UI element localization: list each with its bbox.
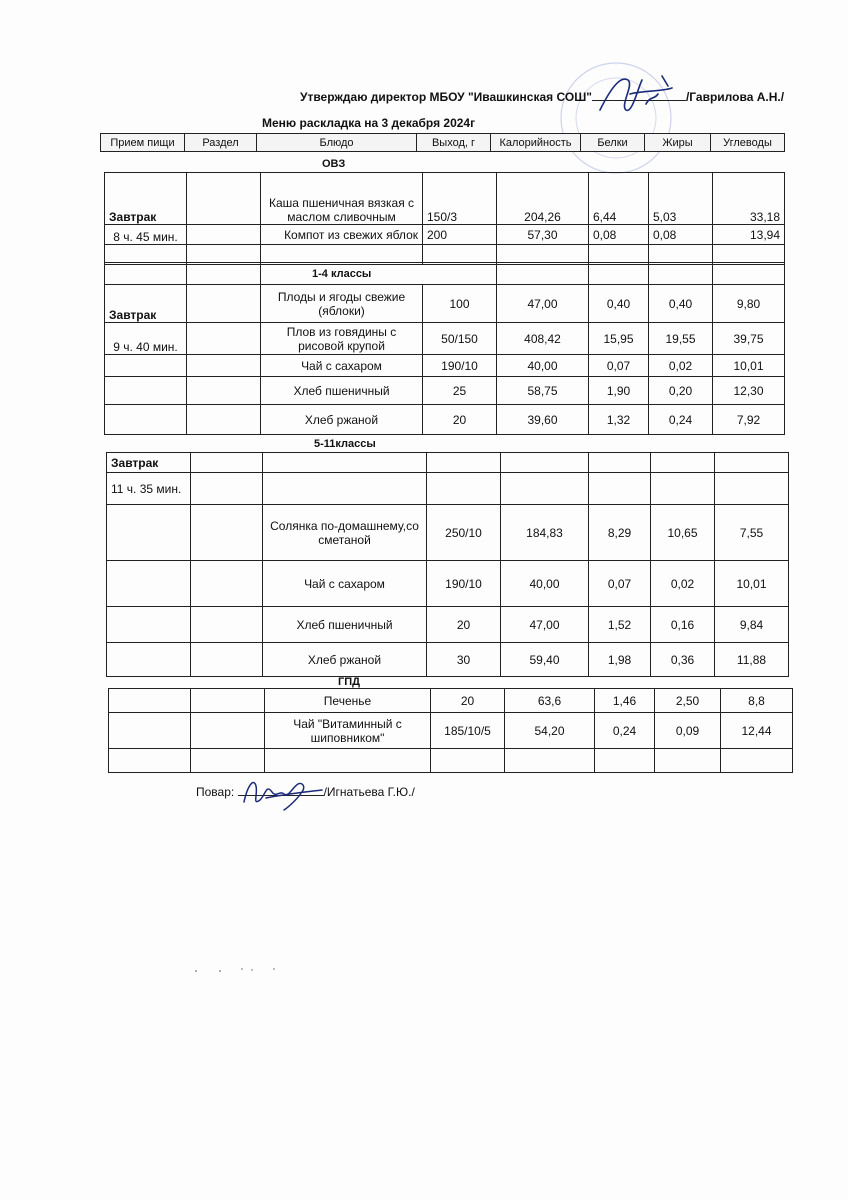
dish-name: Чай "Витаминный с шиповником"	[265, 713, 431, 749]
meal-time: 9 ч. 40 мин.	[105, 323, 187, 355]
col-meal: Прием пищи	[101, 134, 185, 152]
dish-protein: 0,07	[589, 561, 651, 607]
dish-kcal: 39,60	[497, 405, 589, 435]
cook-name: /Игнатьева Г.Ю./	[323, 785, 415, 799]
dish-fat: 19,55	[649, 323, 713, 355]
table-ovz	[104, 172, 785, 265]
dish-carbs: 33,18	[713, 173, 785, 225]
table-row	[109, 713, 793, 749]
table-gpd	[108, 688, 793, 773]
col-kcal: Калорийность	[491, 134, 581, 152]
section-cell	[191, 607, 263, 643]
dish-carbs: 12,30	[713, 377, 785, 405]
col-section: Раздел	[185, 134, 257, 152]
dish-name: Печенье	[265, 689, 431, 713]
dish-weight: 200	[423, 225, 497, 245]
dish-name: Хлеб ржаной	[261, 405, 423, 435]
table-row	[107, 453, 789, 473]
table-row	[107, 473, 789, 505]
table-row	[109, 689, 793, 713]
dish-carbs: 9,80	[713, 285, 785, 323]
dish-protein: 0,24	[595, 713, 655, 749]
dish-protein: 1,46	[595, 689, 655, 713]
table-row	[105, 323, 785, 355]
cook-label: Повар:	[196, 785, 235, 799]
meal-label: Завтрак	[107, 453, 191, 473]
table-row	[105, 173, 785, 225]
menu-title: Меню раскладка на 3 декабря 2024г	[262, 116, 476, 130]
dish-protein: 1,32	[589, 405, 649, 435]
dish-fat: 10,65	[651, 505, 715, 561]
dish-weight: 30	[427, 643, 501, 677]
dish-name: Чай с сахаром	[261, 355, 423, 377]
dish-weight: 20	[423, 405, 497, 435]
table-row	[105, 405, 785, 435]
dish-protein: 0,40	[589, 285, 649, 323]
dish-fat: 0,36	[651, 643, 715, 677]
section-cell	[187, 355, 261, 377]
dish-fat: 0,02	[651, 561, 715, 607]
dish-carbs: 7,55	[715, 505, 789, 561]
section-title-grades-5-11: 5-11классы	[314, 438, 376, 450]
table-grades-5-11	[106, 452, 789, 677]
approval-text: Утверждаю директор МБОУ "Ивашкинская СОШ"	[300, 90, 592, 104]
director-signature	[590, 70, 680, 120]
dish-carbs: 8,8	[721, 689, 793, 713]
dish-kcal: 184,83	[501, 505, 589, 561]
dish-carbs: 12,44	[721, 713, 793, 749]
section-cell	[191, 643, 263, 677]
dish-weight: 185/10/5	[431, 713, 505, 749]
dish-protein: 1,98	[589, 643, 651, 677]
dish-fat: 0,08	[649, 225, 713, 245]
dish-fat: 5,03	[649, 173, 713, 225]
dish-carbs: 9,84	[715, 607, 789, 643]
dish-fat: 0,16	[651, 607, 715, 643]
section-cell	[191, 689, 265, 713]
dish-fat: 0,09	[655, 713, 721, 749]
table-row	[105, 355, 785, 377]
dish-protein: 8,29	[589, 505, 651, 561]
dish-name: Каша пшеничная вязкая с маслом сливочным	[261, 173, 423, 225]
dish-weight: 50/150	[423, 323, 497, 355]
meal-time: 8 ч. 45 мин.	[105, 225, 187, 245]
dish-kcal: 59,40	[501, 643, 589, 677]
dish-fat: 0,02	[649, 355, 713, 377]
dish-weight: 190/10	[423, 355, 497, 377]
dish-name: Солянка по-домашнему,со сметаной	[263, 505, 427, 561]
meal-label: Завтрак	[105, 173, 187, 225]
dish-weight: 20	[431, 689, 505, 713]
table-row	[107, 643, 789, 677]
dish-carbs: 13,94	[713, 225, 785, 245]
dish-kcal: 63,6	[505, 689, 595, 713]
dish-kcal: 204,26	[497, 173, 589, 225]
dish-name: Плов из говядины с рисовой крупой	[261, 323, 423, 355]
dish-protein: 0,08	[589, 225, 649, 245]
dish-weight: 190/10	[427, 561, 501, 607]
col-dish: Блюдо	[257, 134, 417, 152]
dish-carbs: 11,88	[715, 643, 789, 677]
dish-weight: 100	[423, 285, 497, 323]
table-row	[105, 225, 785, 245]
section-cell	[187, 173, 261, 225]
meal-time: 11 ч. 35 мин.	[107, 473, 191, 505]
dish-fat: 0,40	[649, 285, 713, 323]
dish-carbs: 7,92	[713, 405, 785, 435]
section-cell	[191, 561, 263, 607]
dish-weight: 150/3	[423, 173, 497, 225]
meal-cell	[105, 405, 187, 435]
meal-cell	[107, 561, 191, 607]
section-cell	[187, 405, 261, 435]
director-name: /Гаврилова А.Н./	[685, 90, 785, 104]
dish-weight: 25	[423, 377, 497, 405]
dish-name: Хлеб пшеничный	[263, 607, 427, 643]
approval-line	[300, 88, 785, 106]
dish-protein: 6,44	[589, 173, 649, 225]
dish-kcal: 40,00	[501, 561, 589, 607]
section-cell	[191, 713, 265, 749]
dish-kcal: 54,20	[505, 713, 595, 749]
dish-kcal: 57,30	[497, 225, 589, 245]
table-row-empty	[109, 749, 793, 773]
meal-label: Завтрак	[105, 285, 187, 323]
dish-fat: 0,24	[649, 405, 713, 435]
meal-cell	[109, 713, 191, 749]
dish-kcal: 47,00	[501, 607, 589, 643]
meal-cell	[107, 505, 191, 561]
dish-protein: 1,52	[589, 607, 651, 643]
meal-cell	[107, 643, 191, 677]
dish-name: Чай с сахаром	[263, 561, 427, 607]
col-carbs: Углеводы	[711, 134, 785, 152]
dish-kcal: 408,42	[497, 323, 589, 355]
dish-carbs: 10,01	[713, 355, 785, 377]
dish-name: Хлеб ржаной	[263, 643, 427, 677]
meal-cell	[105, 377, 187, 405]
meal-cell	[107, 607, 191, 643]
section-cell	[187, 323, 261, 355]
section-cell	[187, 377, 261, 405]
dish-protein: 0,07	[589, 355, 649, 377]
dish-fat: 0,20	[649, 377, 713, 405]
dish-kcal: 58,75	[497, 377, 589, 405]
meal-cell	[105, 355, 187, 377]
table-grades-1-4	[104, 262, 785, 435]
section-title-ovz: ОВЗ	[322, 158, 346, 170]
dish-name: Компот из свежих яблок	[261, 225, 423, 245]
dish-kcal: 40,00	[497, 355, 589, 377]
meal-cell	[109, 689, 191, 713]
dish-protein: 15,95	[589, 323, 649, 355]
columns-header	[100, 133, 785, 152]
cook-signature	[236, 772, 326, 812]
col-protein: Белки	[581, 134, 645, 152]
table-row	[107, 505, 789, 561]
dish-carbs: 10,01	[715, 561, 789, 607]
dish-kcal: 47,00	[497, 285, 589, 323]
table-row	[105, 377, 785, 405]
section-cell	[187, 225, 261, 245]
dish-weight: 250/10	[427, 505, 501, 561]
table-row	[107, 607, 789, 643]
section-title-grades-1-4: 1-4 классы	[312, 268, 372, 280]
dish-carbs: 39,75	[713, 323, 785, 355]
dish-protein: 1,90	[589, 377, 649, 405]
table-row	[107, 561, 789, 607]
table-row-empty	[105, 263, 785, 285]
scan-specks	[190, 965, 390, 975]
dish-fat: 2,50	[655, 689, 721, 713]
col-weight: Выход, г	[417, 134, 491, 152]
dish-weight: 20	[427, 607, 501, 643]
section-cell	[191, 505, 263, 561]
dish-name: Плоды и ягоды свежие (яблоки)	[261, 285, 423, 323]
table-row	[105, 285, 785, 323]
dish-name: Хлеб пшеничный	[261, 377, 423, 405]
section-cell	[187, 285, 261, 323]
section-title-gpd: ГПД	[338, 676, 360, 688]
col-fat: Жиры	[645, 134, 711, 152]
